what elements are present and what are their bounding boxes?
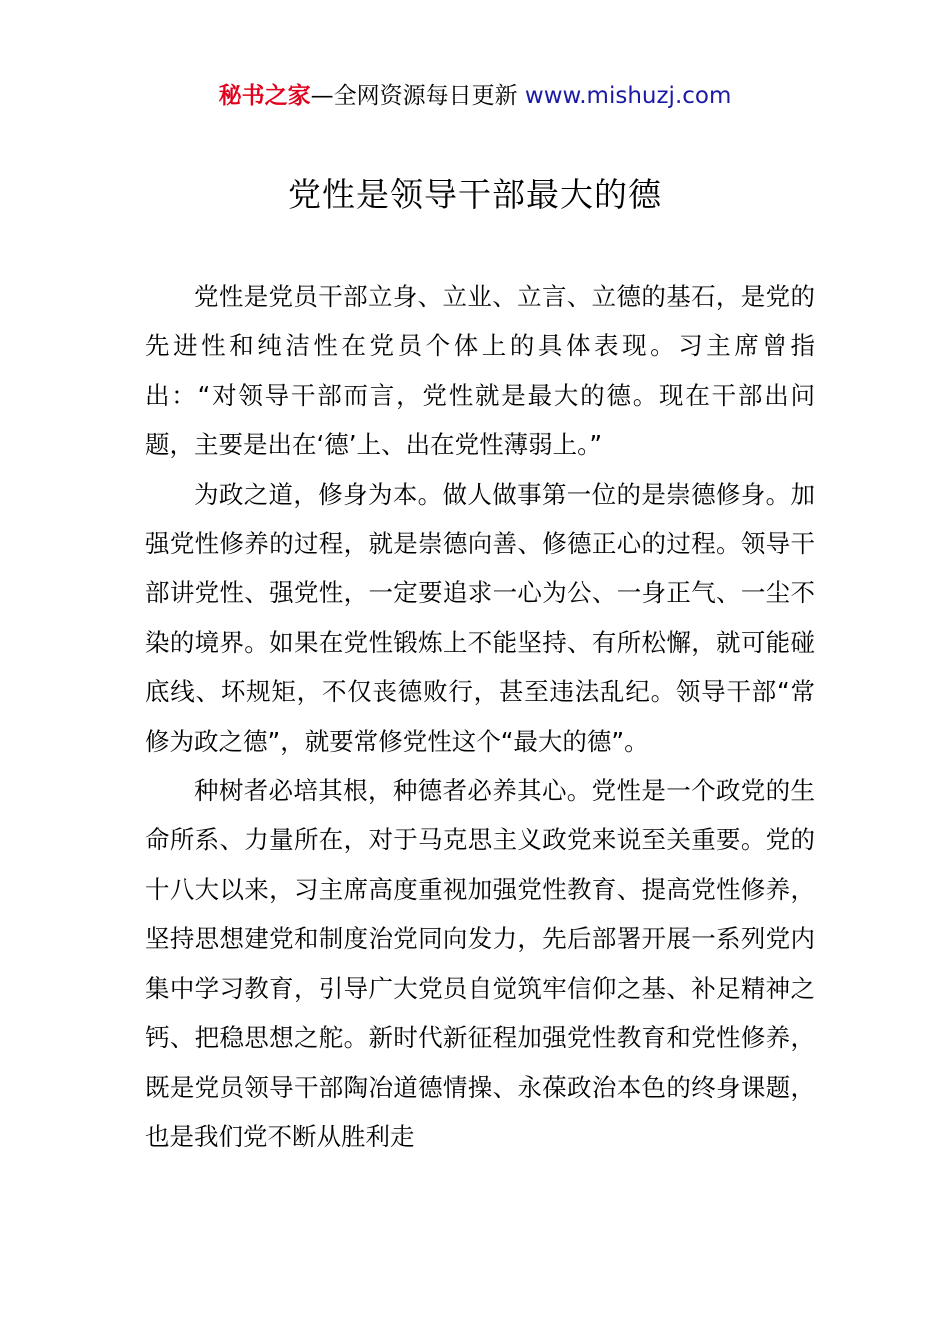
site-url-link[interactable]: www.mishuzj.com [524,83,732,109]
paragraph-3: 种树者必培其根，种德者必养其心。党性是一个政党的生命所系、力量所在，对于马克思主义政党来说至关重要。党的十八大以来，习主席高度重视加强党性教育、提高党性修养，坚持思想建党和制度治党同向发力，先后部署开展一系列党内集中学习教育，引导广大党员自觉筑牢信仰之基、补足精神之钙、把稳思想之舵。新时代新征程加强党性教育和党性修养，既是党员领导干部陶冶道德情操、永葆政治本色的终身课题，也是我们党不断从胜利走 [145,776,815,1151]
paragraph-2: 为政之道，修身为本。做人做事第一位的是崇德修身。加强党性修养的过程，就是崇德向善、修德正心的过程。领导干部讲党性、强党性，一定要追求一心为公、一身正气、一尘不染的境界。如果在党性锻炼上不能坚持、有所松懈，就可能碰底线、坏规矩，不仅丧德败行，甚至违法乱纪。领导干部“常修为政之德”，就要常修党性这个“最大的德”。 [145,479,815,756]
header-tagline: —全网资源每日更新 [310,83,518,109]
site-header [0,80,950,112]
brand-name: 秘书之家 [218,83,311,109]
paragraph-1: 党性是党员干部立身、立业、立言、立德的基石，是党的先进性和纯洁性在党员个体上的具体表现。习主席曾指出：“对领导干部而言，党性就是最大的德。现在干部出问题，主要是出在‘德’上、出在党性薄弱上。” [145,282,815,460]
document-title: 党性是领导干部最大的德 [288,175,662,214]
document-body [145,272,815,1161]
